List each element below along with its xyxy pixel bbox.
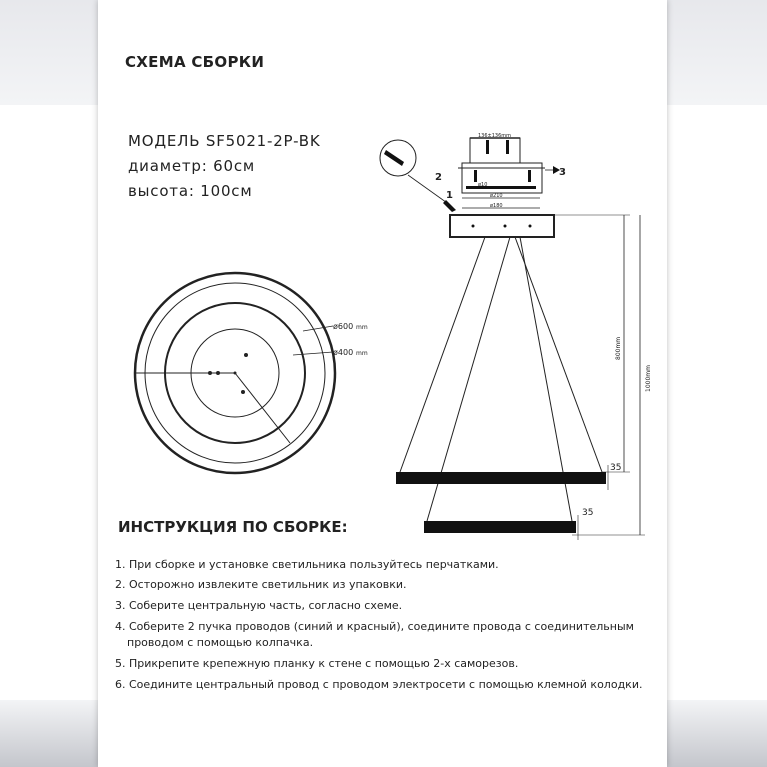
upper-ring-profile: [396, 472, 606, 484]
list-item: 1. При сборке и установке светильника пользуйтесь перчатками.: [115, 558, 499, 571]
callout-number-2: 2: [435, 172, 442, 183]
upper-ring-thickness-label: 35: [610, 463, 622, 473]
ceiling-bracket: [470, 138, 520, 163]
brand-logo-light: ОГНЕЙ: [575, 723, 632, 741]
page-title: СХЕМА СБОРКИ: [125, 53, 265, 71]
lower-ring-profile: [424, 521, 576, 533]
list-item: 3. Соберите центральную часть, согласно схеме.: [115, 599, 403, 612]
mount-hole: [244, 353, 248, 357]
model-spec: МОДЕЛЬ SF5021-2P-BK: [128, 132, 321, 150]
screw-anchor: [506, 140, 509, 154]
callout-leader: [408, 175, 450, 205]
plate-diameter-label: ø180: [490, 203, 503, 209]
height-1000-label: 1000mm: [645, 365, 652, 392]
suspension-cable: [400, 237, 485, 472]
center-point: [234, 372, 237, 375]
lower-ring-thickness-label: 35: [582, 508, 594, 518]
height-spec: высота: 100см: [128, 182, 253, 200]
height-800-label: 800mm: [615, 336, 622, 360]
instructions-title: ИНСТРУКЦИЯ ПО СБОРКЕ:: [118, 518, 348, 536]
hole-diameter-label: ø10: [478, 182, 488, 188]
inner-plate-label: ø210: [490, 193, 503, 199]
terminal-block: [466, 186, 536, 189]
list-item: 4. Соберите 2 пучка проводов (синий и красный), соедините провода с соединительным: [115, 620, 634, 633]
inner-diameter-unit: mm: [356, 350, 368, 357]
inner-diameter-label: ø400: [333, 348, 354, 357]
callout-number-1: 1: [446, 190, 453, 201]
screw: [504, 225, 507, 228]
canopy-plate: [450, 215, 554, 237]
wire-icon: [443, 200, 456, 212]
list-item: 2. Осторожно извлеките светильник из упаковки.: [115, 578, 407, 591]
screw-anchor: [486, 140, 489, 154]
mount-hole: [216, 371, 220, 375]
connector-cap-icon: [384, 150, 404, 166]
screw: [472, 225, 475, 228]
mount-hole: [241, 390, 245, 394]
outer-diameter-leader: [303, 326, 333, 331]
screw: [529, 225, 532, 228]
list-item: 6. Соедините центральный провод с проводом электросети с помощью клемной колодки.: [115, 678, 643, 691]
suspension-cable: [515, 237, 602, 472]
callout-number-3: 3: [559, 167, 566, 178]
diameter-spec: диаметр: 60см: [128, 157, 255, 175]
screw-anchor: [474, 170, 477, 182]
list-item: 5. Прикрепите крепежную планку к стене с помощью 2-х саморезов.: [115, 657, 519, 670]
outer-diameter-unit: mm: [356, 324, 368, 331]
brand-logo: [526, 723, 631, 741]
canopy-width-label: 136±136mm: [478, 133, 512, 139]
mount-hole: [208, 371, 212, 375]
list-item: проводом с помощью колпачка.: [127, 636, 314, 649]
inner-diameter-leader: [293, 352, 333, 355]
outer-diameter-label: ø600: [333, 322, 354, 331]
radius-line-diagonal: [235, 373, 290, 443]
brand-logo-bold: СЕМЬ: [526, 723, 576, 741]
screw-anchor: [528, 170, 531, 182]
